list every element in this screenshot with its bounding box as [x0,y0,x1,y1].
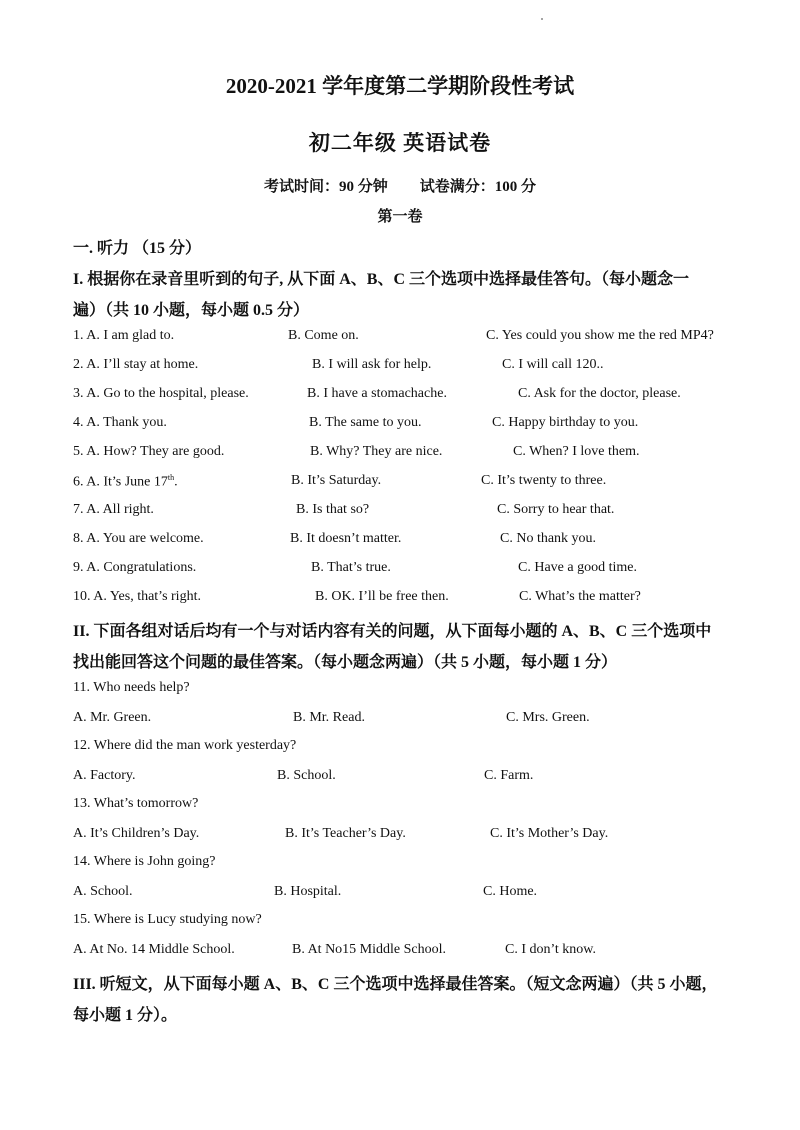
q10-option-c: C. What’s the matter? [519,589,641,604]
q12-option-c: C. Farm. [484,768,534,783]
q6-option-a [73,473,178,491]
q15-option-b: B. At No15 Middle School. [292,942,447,957]
q6-option-c: C. It’s twenty to three. [481,473,607,488]
part2-instruction-line2: 找出能回答这个问题的最佳答案。（每小题念两遍）（共 5 小题，每小题 1 分） [73,654,618,671]
q7-option-c: C. Sorry to hear that. [497,502,615,517]
exam-title: 2020-2021 学年度第二学期阶段性考试 [225,74,575,98]
q14-option-a: A. School. [73,884,133,899]
q2-option-b: B. I will ask for help. [312,357,432,372]
section-title: 一. 听力 （15 分） [73,240,202,257]
q4-option-a: 4. A. Thank you. [73,415,167,430]
q11-option-c: C. Mrs. Green. [506,710,590,725]
q8-option-b: B. It doesn’t matter. [290,531,402,546]
q13-option-b: B. It’s Teacher’s Day. [285,826,406,841]
part1-instruction-line1: I. 根据你在录音里听到的句子, 从下面 A、B、C 三个选项中选择最佳答句。（每小题念一 [73,271,690,288]
q1-option-b: B. Come on. [288,328,359,343]
volume-label: 第一卷 [377,209,423,225]
exam-subtitle: 初二年级 英语试卷 [308,131,492,155]
q13-option-c: C. It’s Mother’s Day. [490,826,609,841]
q9-option-a: 9. A. Congratulations. [73,560,197,575]
q2-option-a: 2. A. I’ll stay at home. [73,357,199,372]
q9-option-c: C. Have a good time. [518,560,637,575]
q14-option-b: B. Hospital. [274,884,342,899]
q6-option-a-end: . [174,474,178,490]
q14-question: 14. Where is John going? [73,854,216,869]
q1-option-c: C. Yes could you show me the red MP4? [486,328,714,343]
q6-option-b: B. It’s Saturday. [291,473,382,488]
q5-option-c: C. When? I love them. [513,444,640,459]
q1-option-a: 1. A. I am glad to. [73,328,175,343]
q15-option-c: C. I don’t know. [505,942,596,957]
q15-option-a: A. At No. 14 Middle School. [73,942,235,957]
q8-option-c: C. No thank you. [500,531,597,546]
q11-option-a: A. Mr. Green. [73,710,152,725]
q7-option-a: 7. A. All right. [73,502,154,517]
part3-instruction-line1: III. 听短文，从下面每小题 A、B、C 三个选项中选择最佳答案。（短文念两遍）（共 5 小题， [73,976,718,993]
q3-option-c: C. Ask for the doctor, please. [518,386,681,401]
part3-instruction-line2: 每小题 1 分）。 [73,1007,178,1024]
q9-option-b: B. That’s true. [311,560,391,575]
q4-option-b: B. The same to you. [309,415,422,430]
q3-option-a: 3. A. Go to the hospital, please. [73,386,249,401]
q10-option-a: 10. A. Yes, that’s right. [73,589,201,604]
q12-option-a: A. Factory. [73,768,136,783]
q11-option-b: B. Mr. Read. [293,710,365,725]
q6-superscript: th [167,473,175,482]
exam-time: 考试时间：90 分钟 [263,179,388,195]
q6-option-a-text: 6. A. It’s June 17 [73,474,168,490]
q12-option-b: B. School. [277,768,336,783]
q13-option-a: A. It’s Children’s Day. [73,826,200,841]
scan-speck [541,18,543,20]
part1-instruction-line2: 遍）（共 10 小题，每小题 0.5 分） [73,302,310,319]
q15-question: 15. Where is Lucy studying now? [73,912,262,927]
q14-option-c: C. Home. [483,884,538,899]
q5-option-b: B. Why? They are nice. [310,444,443,459]
q8-option-a: 8. A. You are welcome. [73,531,204,546]
part2-instruction-line1: II. 下面各组对话后均有一个与对话内容有关的问题，从下面每小题的 A、B、C 三个选项中 [73,623,712,640]
q5-option-a: 5. A. How? They are good. [73,444,225,459]
exam-score: 试卷满分：100 分 [419,179,537,195]
q4-option-c: C. Happy birthday to you. [492,415,639,430]
q7-option-b: B. Is that so? [296,502,370,517]
q12-question: 12. Where did the man work yesterday? [73,738,297,753]
q3-option-b: B. I have a stomachache. [307,386,447,401]
q2-option-c: C. I will call 120.. [502,357,604,372]
q13-question: 13. What’s tomorrow? [73,796,199,811]
exam-meta [0,175,800,196]
q10-option-b: B. OK. I’ll be free then. [315,589,449,604]
q11-question: 11. Who needs help? [73,680,190,695]
